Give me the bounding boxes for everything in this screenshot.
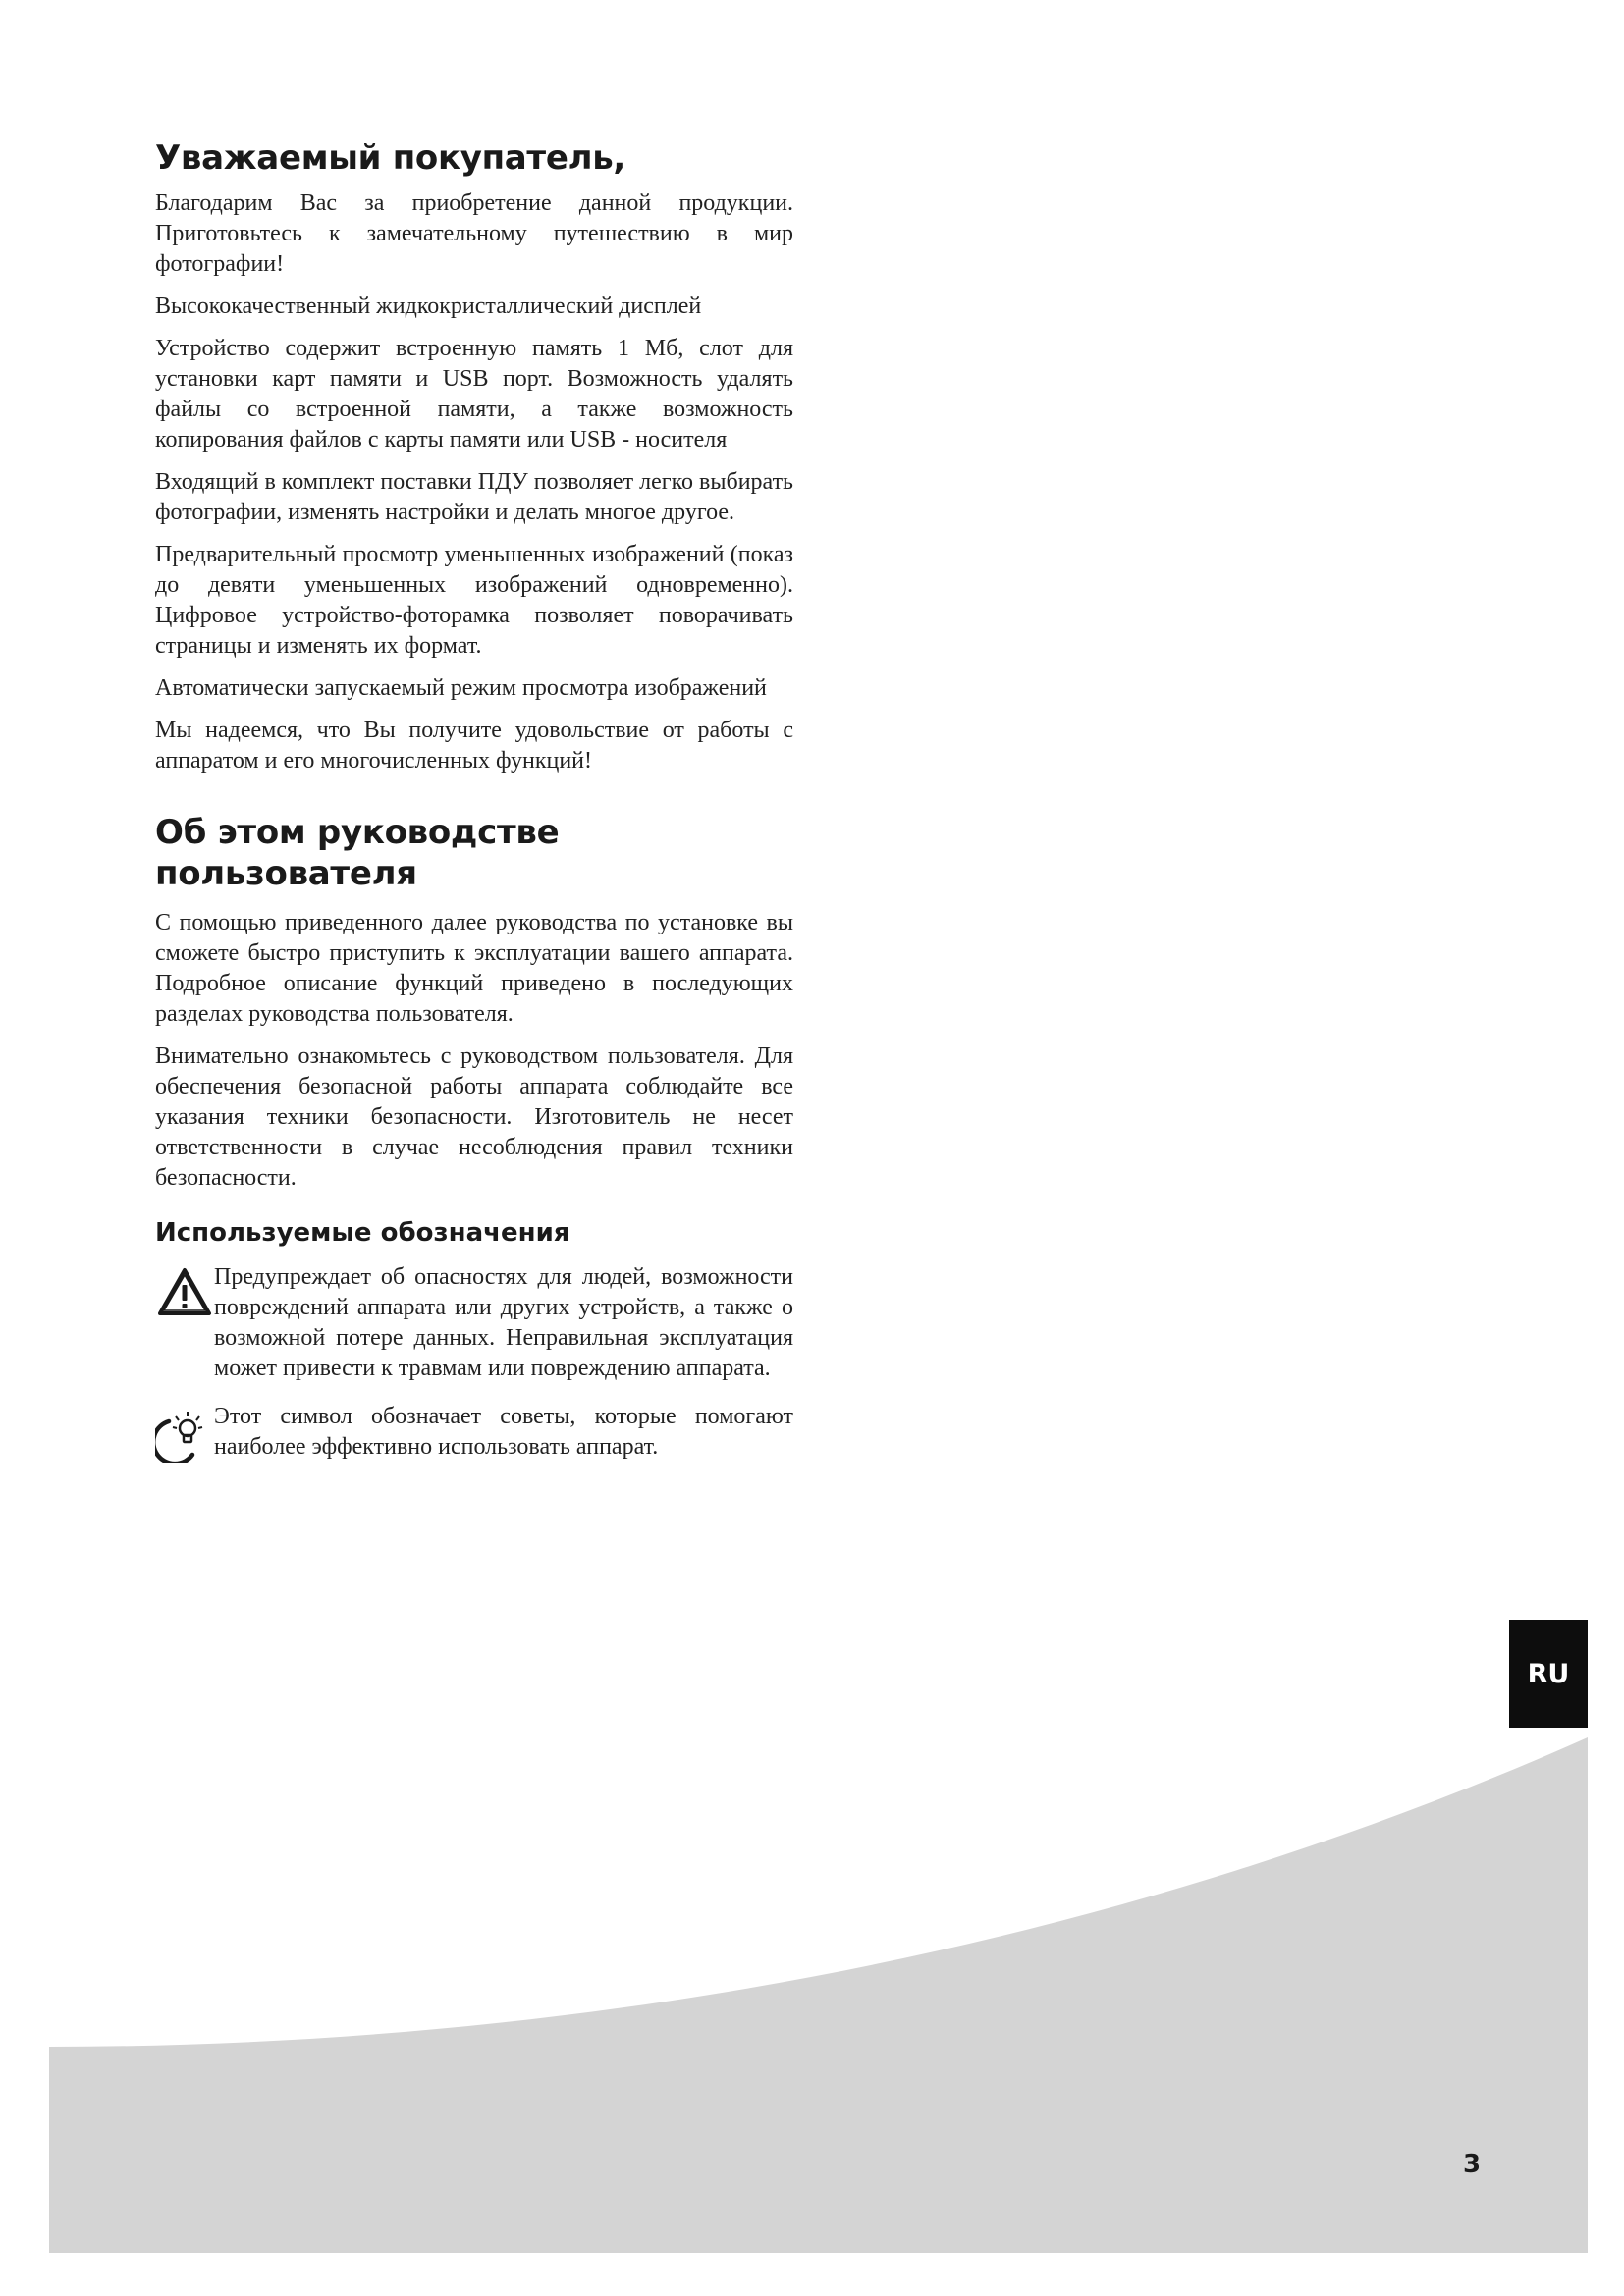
language-tab: RU <box>1509 1620 1588 1728</box>
intro-section <box>155 137 793 776</box>
intro-paragraph: Высококачественный жидкокристаллический дисплей <box>155 294 702 319</box>
intro-paragraph: Мы надеемся, что Вы получите удовольствие от работы с аппаратом и его многочисленных функций! <box>155 718 793 774</box>
page-content <box>155 137 793 1480</box>
tip-text: Этот символ обозначает советы, которые помогают наиболее эффективно использовать аппарат. <box>214 1404 793 1460</box>
tip-note <box>155 1402 793 1463</box>
intro-paragraph: Благодарим Вас за приобретение данной продукции. Приготовьтесь к замечательному путешествию в мир фотографии! <box>155 190 793 277</box>
intro-heading: Уважаемый покупатель, <box>155 138 626 178</box>
warning-triangle-icon <box>155 1264 214 1323</box>
warning-note <box>155 1262 793 1384</box>
about-paragraph: Внимательно ознакомьтесь с руководством пользователя. Для обеспечения безопасной работы аппарата соблюдайте все указания техники безопасности. Изготовитель не несет ответственности в случае несоблюдения правил техники безопасности. <box>155 1043 793 1191</box>
page-number: 3 <box>1463 2150 1482 2179</box>
intro-paragraph: Устройство содержит встроенную память 1 Мб, слот для установки карт памяти и USB порт. Возможность удалять файлы со встроенной памяти, а также возможность копирования файлов с карты памяти или USB - носителя <box>155 336 793 453</box>
symbols-heading: Используемые обозначения <box>155 1218 570 1248</box>
lightbulb-tip-icon <box>155 1404 214 1463</box>
symbols-section <box>155 1217 793 1463</box>
about-paragraph: С помощью приведенного далее руководства по установке вы сможете быстро приступить к эксплуатации вашего аппарата. Подробное описание функций приведено в последующих разделах руководства пользователя. <box>155 910 793 1027</box>
warning-text: Предупреждает об опасностях для людей, возможности повреждений аппарата или других устройств, а также о возможной потере данных. Неправильная эксплуатация может привести к травмам или повреждению аппарата. <box>214 1264 793 1381</box>
intro-paragraph: Автоматически запускаемый режим просмотра изображений <box>155 675 767 701</box>
intro-paragraph: Входящий в комплект поставки ПДУ позволяет легко выбирать фотографии, изменять настройки и делать многое другое. <box>155 469 793 525</box>
about-section <box>155 812 793 1194</box>
intro-paragraph: Предварительный просмотр уменьшенных изображений (показ до девяти уменьшенных изображений одновременно). Цифровое устройство-фоторамка позволяет поворачивать страницы и изменять их формат. <box>155 542 793 659</box>
about-heading: Об этом руководстве пользователя <box>155 813 560 893</box>
